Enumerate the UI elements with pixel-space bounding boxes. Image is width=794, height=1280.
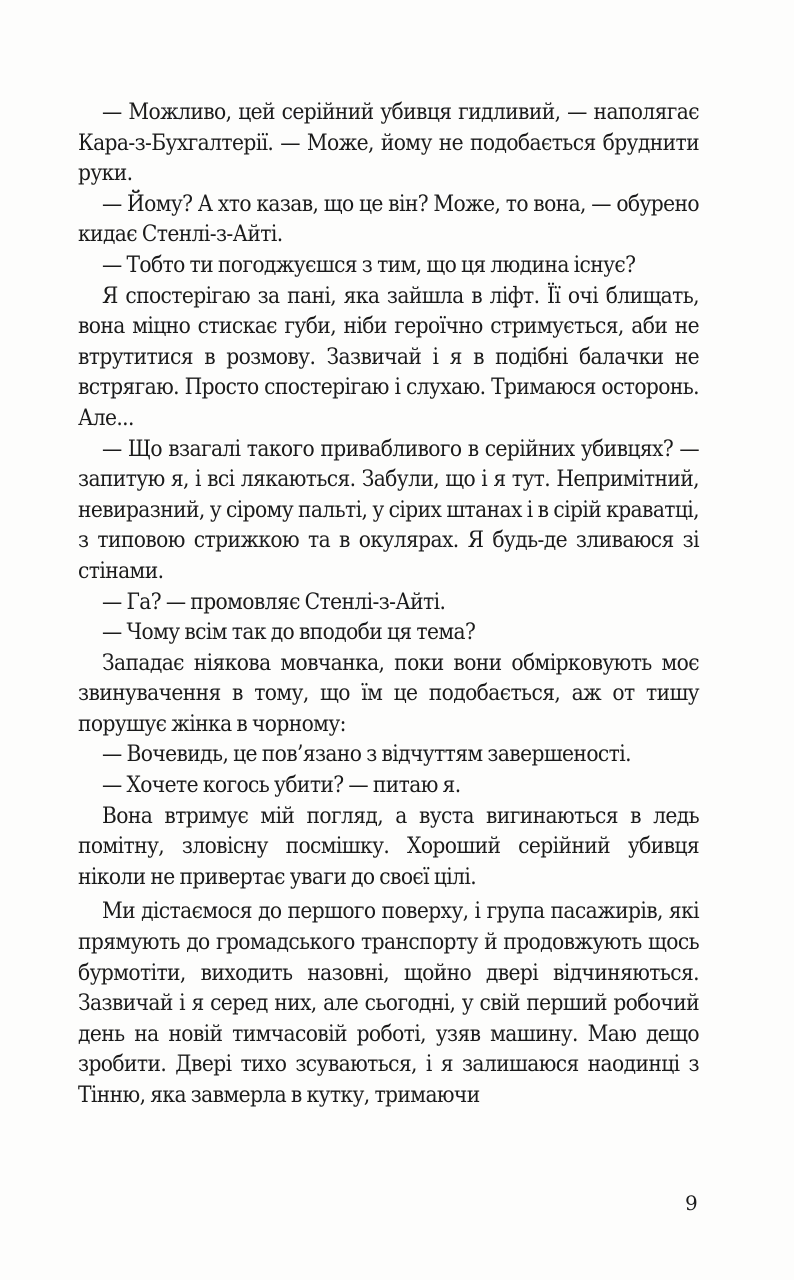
paragraph: — Чому всім так до вподоби ця тема? xyxy=(102,619,476,646)
paragraph: — Хочете когось убити? — питаю я. xyxy=(102,772,461,799)
paragraph: Ми дістаємося до першого поверху, і група пасажирів, які прямують до громадського транспорту й продовжують щось бурмотіти, виходить назовні, щойно двері відчиняються. Зазвичай і я серед них, але сьогодні, у свій перший робочий день на новій тимчасовій роботі, узяв машину. Маю дещо зробити. Двері тихо зсуваються, і я залишаюся наодинці з Тінню, яка завмерла в кутку, тримаючи xyxy=(78,898,699,1108)
paragraph: — Га? — промовляє Стенлі-з-Айті. xyxy=(102,588,446,615)
page-number: 9 xyxy=(685,1191,698,1215)
paragraph: — Йому? А хто казав, що це він? Може, то вона, — обурено кидає Стенлі-з-Айті. xyxy=(78,190,699,248)
paragraph: Я спостерігаю за пані, яка зайшла в ліфт. Її очі блищать, вона міцно стискає губи, ніби героїчно стримується, аби не втрутитися в розмову. Зазвичай і я в подібні балачки не встрягаю. Просто спостерігаю і слухаю. Тримаюся осторонь. Але... xyxy=(78,282,699,431)
body-text xyxy=(78,97,699,1111)
paragraph: Западає ніякова мовчанка, поки вони обмірковують моє звинувачення в тому, що їм це подобається, аж от тишу порушує жінка в чорному: xyxy=(78,649,699,737)
paragraph: — Тобто ти погоджуєшся з тим, що ця людина існує? xyxy=(102,251,636,278)
paragraph: — Що взагалі такого привабливого в серійних убивцях? — запитую я, і всі лякаються. Забули, що і я тут. Непримітний, невиразний, у сірому пальті, у сірих штанах і в сірій краватці, з типовою стрижкою та в окулярах. Я будь-де зливаюся зі стінами. xyxy=(78,435,699,584)
paragraph: Вона втримує мій погляд, а вуста вигинаються в ледь помітну, зловісну посмішку. Хороший серійний убивця ніколи не привертає уваги до своєї цілі. xyxy=(78,802,699,890)
paragraph: — Можливо, цей серійний убивця гидливий, — наполягає Кара-з-Бухгалтерії. — Може, йому не подобається бруднити руки. xyxy=(78,99,699,187)
paragraph: — Вочевидь, це пов’язано з відчуттям завершеності. xyxy=(102,741,631,768)
